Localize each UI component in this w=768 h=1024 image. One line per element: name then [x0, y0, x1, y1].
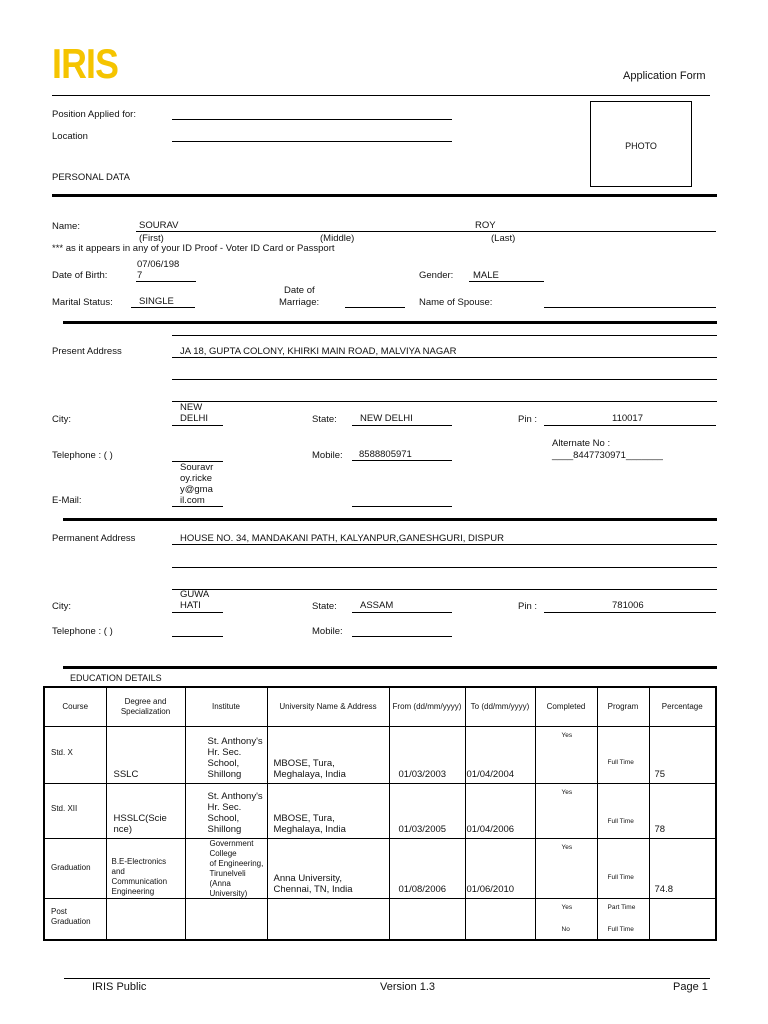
institute-cell: (Anna [209, 878, 231, 888]
table-row [44, 838, 716, 898]
permanent-state-field[interactable] [352, 612, 452, 613]
iris-logo: IRIS [52, 40, 119, 87]
spouse-field[interactable] [544, 307, 716, 308]
table-header-row [44, 687, 716, 726]
permanent-city-value-1: GUWA [180, 589, 210, 600]
course-cell: Graduation [51, 916, 91, 926]
completed-cell: Yes [561, 843, 573, 851]
university-cell: MBOSE, Tura, [273, 757, 335, 769]
dom-label-1: Date of [284, 285, 315, 296]
permanent-pin-value: 781006 [612, 600, 644, 611]
present-address-line1[interactable] [172, 357, 717, 358]
permanent-address-value: HOUSE NO. 34, MANDAKANI PATH, KALYANPUR,GANESHGURI, DISPUR [180, 533, 504, 544]
present-address-value: JA 18, GUPTA COLONY, KHIRKI MAIN ROAD, MALVIYA NAGAR [180, 346, 457, 357]
present-mobile-value: 8588805971 [359, 449, 412, 460]
course-cell: Std. X [51, 747, 73, 757]
university-cell: Meghalaya, India [273, 823, 346, 835]
to-cell: 01/04/2006 [466, 823, 515, 835]
percentage-cell: 75 [654, 768, 666, 780]
footer-left: IRIS Public [92, 981, 147, 993]
course-cell: Post [51, 906, 68, 916]
first-caption: (First) [139, 233, 164, 244]
institute-cell: Hr. Sec. [207, 801, 242, 813]
dom-label-2: Marriage: [279, 297, 320, 308]
section-rule [63, 321, 717, 324]
marital-field[interactable] [131, 307, 195, 308]
location-field[interactable] [172, 141, 452, 142]
permanent-telephone-label: Telephone : ( ) [52, 626, 113, 637]
degree-cell: Engineering [111, 886, 155, 896]
institute-cell: Government [209, 838, 254, 848]
institute-cell: of Engineering, [209, 858, 264, 868]
header-rule [52, 95, 710, 96]
photo-box[interactable] [590, 101, 692, 187]
university-cell: Anna University, [273, 872, 342, 884]
last-name-value: ROY [475, 220, 496, 231]
header-course: Course [44, 687, 106, 726]
university-cell: Meghalaya, India [273, 768, 346, 780]
institute-cell: College [209, 848, 237, 858]
present-state-field[interactable] [352, 425, 452, 426]
header-percentage: Percentage [649, 687, 716, 726]
institute-cell: Hr. Sec. [207, 746, 242, 758]
institute-cell: Tirunelveli [209, 868, 246, 878]
present-mobile-field[interactable] [352, 460, 452, 461]
present-address-label: Present Address [52, 346, 122, 357]
email-value-2: oy.ricke [180, 473, 213, 484]
permanent-address-label: Permanent Address [52, 533, 136, 544]
from-cell: 01/08/2006 [398, 883, 447, 895]
education-heading: EDUCATION DETAILS [70, 673, 162, 683]
footer-rule [64, 978, 710, 979]
section-rule [52, 194, 717, 197]
program-cell: Full Time [607, 925, 634, 933]
program-cell: Full Time [607, 817, 634, 825]
personal-data-heading: PERSONAL DATA [52, 172, 130, 183]
dom-field[interactable] [345, 307, 405, 308]
permanent-city-label: City: [52, 601, 71, 612]
present-state-value: NEW DELHI [360, 413, 413, 424]
to-cell: 01/04/2004 [466, 768, 515, 780]
program-cell: Full Time [607, 873, 634, 881]
permanent-pin-field[interactable] [544, 612, 716, 613]
permanent-state-label: State: [312, 601, 337, 612]
permanent-address-line1[interactable] [172, 544, 717, 545]
permanent-address-line3[interactable] [172, 589, 717, 590]
program-cell: Full Time [607, 758, 634, 766]
from-cell: 01/03/2003 [398, 768, 447, 780]
percentage-cell: 78 [654, 823, 666, 835]
program-cell: Part Time [607, 903, 636, 911]
footer-right: Page 1 [673, 981, 708, 993]
dob-value-line2: 7 [137, 270, 143, 281]
email-field[interactable] [172, 506, 223, 507]
name-label: Name: [52, 221, 80, 232]
permanent-pin-label: Pin : [518, 601, 538, 612]
gender-field[interactable] [469, 281, 544, 282]
footer-center: Version 1.3 [380, 981, 436, 993]
permanent-mobile-label: Mobile: [312, 626, 343, 637]
permanent-city-field[interactable] [172, 612, 223, 613]
institute-cell: St. Anthony's [207, 790, 263, 802]
location-label: Location [52, 131, 88, 142]
degree-cell: SSLC [113, 768, 139, 780]
middle-caption: (Middle) [320, 233, 355, 244]
from-cell: 01/03/2005 [398, 823, 447, 835]
email-value-1: Souravr [180, 462, 214, 473]
photo-label: PHOTO [625, 141, 657, 151]
marital-label: Marital Status: [52, 297, 113, 308]
university-cell: MBOSE, Tura, [273, 812, 335, 824]
permanent-state-value: ASSAM [360, 600, 394, 611]
header-university: University Name & Address [267, 687, 389, 726]
table-row [44, 726, 716, 783]
email-field-extra[interactable] [352, 506, 452, 507]
header-from: From (dd/mm/yyyy) [389, 687, 465, 726]
header-institute: Institute [185, 687, 267, 726]
institute-cell: Shillong [207, 768, 242, 780]
header-program: Program [597, 687, 649, 726]
completed-cell: No [561, 925, 570, 933]
present-pin-value: 110017 [612, 413, 643, 424]
present-city-field[interactable] [172, 425, 223, 426]
degree-cell: nce) [113, 823, 132, 835]
present-pin-field[interactable] [544, 425, 716, 426]
email-value-4: il.com [180, 495, 205, 506]
institute-cell: St. Anthony's [207, 735, 263, 747]
present-address-line3[interactable] [172, 401, 717, 402]
percentage-cell: 74.8 [654, 883, 673, 895]
header-completed: Completed [535, 687, 597, 726]
institute-cell: Shillong [207, 823, 242, 835]
present-city-label: City: [52, 414, 71, 425]
permanent-address-line2[interactable] [172, 567, 717, 568]
permanent-mobile-field[interactable] [352, 636, 452, 637]
present-pin-label: Pin : [518, 414, 538, 425]
form-title: Application Form [623, 70, 706, 82]
completed-cell: Yes [561, 788, 573, 796]
completed-cell: Yes [561, 731, 573, 739]
name-field[interactable] [136, 231, 716, 232]
education-table [43, 686, 717, 941]
present-mobile-label: Mobile: [312, 450, 343, 461]
spouse-label: Name of Spouse: [419, 297, 493, 308]
permanent-telephone-field[interactable] [172, 636, 223, 637]
table-row [44, 783, 716, 838]
present-address-line2[interactable] [172, 379, 717, 380]
course-cell: Graduation [51, 862, 91, 872]
alternate-no-value: ____8447730971_______ [552, 450, 663, 461]
email-value-3: y@gma [180, 484, 213, 495]
institute-cell: School, [207, 812, 240, 824]
section-rule-thin [172, 335, 717, 336]
email-label: E-Mail: [52, 495, 82, 506]
header-degree: Degree and Specialization [106, 687, 185, 726]
course-cell: Std. XII [51, 803, 78, 813]
position-field[interactable] [172, 119, 452, 120]
present-state-label: State: [312, 414, 337, 425]
marital-value: SINGLE [139, 296, 174, 307]
degree-cell: Communication [111, 876, 168, 886]
to-cell: 01/06/2010 [466, 883, 515, 895]
first-name-value: SOURAV [139, 220, 179, 231]
alternate-no-label: Alternate No : [552, 438, 611, 449]
institute-cell: University) [209, 888, 248, 898]
degree-cell: B.E-Electronics [111, 856, 167, 866]
dob-field[interactable] [136, 281, 196, 282]
last-caption: (Last) [491, 233, 516, 244]
dob-label: Date of Birth: [52, 270, 108, 281]
permanent-city-value-2: HATI [180, 600, 201, 611]
position-label: Position Applied for: [52, 109, 136, 120]
table-row [44, 898, 716, 940]
header-to: To (dd/mm/yyyy) [465, 687, 535, 726]
section-rule [63, 666, 717, 669]
dob-value-line1: 07/06/198 [137, 259, 180, 270]
completed-cell: Yes [561, 903, 573, 911]
gender-label: Gender: [419, 270, 454, 281]
institute-cell: School, [207, 757, 240, 769]
degree-cell: and [111, 866, 125, 876]
present-telephone-label: Telephone : ( ) [52, 450, 113, 461]
university-cell: Chennai, TN, India [273, 883, 353, 895]
present-city-value-1: NEW [180, 402, 203, 413]
section-rule [63, 518, 717, 521]
gender-value: MALE [473, 270, 499, 281]
present-city-value-2: DELHI [180, 413, 208, 424]
id-note: *** as it appears in any of your ID Proof - Voter ID Card or Passport [52, 243, 335, 254]
degree-cell: HSSLC(Scie [113, 812, 167, 824]
